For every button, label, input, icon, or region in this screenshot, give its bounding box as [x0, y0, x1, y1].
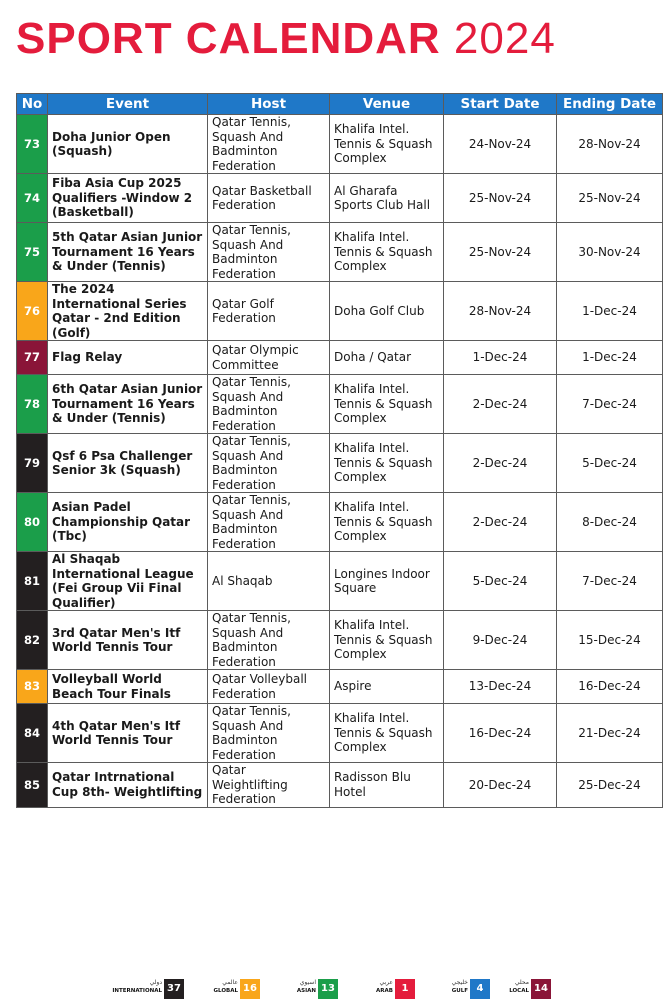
- row-number: 76: [17, 282, 48, 341]
- legend-english-label: INTERNATIONAL: [112, 988, 162, 994]
- start-date: 9-Dec-24: [444, 611, 557, 670]
- event-host: Qatar Golf Federation: [208, 282, 330, 341]
- ending-date: 30-Nov-24: [557, 223, 663, 282]
- page-title: [16, 12, 556, 66]
- event-venue: Doha Golf Club: [330, 282, 444, 341]
- start-date: 13-Dec-24: [444, 670, 557, 704]
- event-name: Volleyball World Beach Tour Finals: [48, 670, 208, 704]
- event-host: Qatar Tennis, Squash And Badminton Federation: [208, 375, 330, 434]
- legend-count: 4: [470, 979, 490, 999]
- row-number: 77: [17, 341, 48, 375]
- ending-date: 16-Dec-24: [557, 670, 663, 704]
- row-number: 81: [17, 552, 48, 611]
- legend-arabic-label: عالمي: [222, 979, 238, 986]
- legend-english-label: GULF: [451, 988, 468, 994]
- event-venue: Khalifa Intel. Tennis & Squash Complex: [330, 223, 444, 282]
- start-date: 20-Dec-24: [444, 763, 557, 808]
- event-host: Qatar Tennis, Squash And Badminton Federation: [208, 115, 330, 174]
- event-host: Al Shaqab: [208, 552, 330, 611]
- category-legend: [0, 979, 669, 999]
- legend-english-label: ARAB: [376, 988, 393, 994]
- header-host: Host: [208, 94, 330, 115]
- row-number: 79: [17, 434, 48, 493]
- event-host: Qatar Volleyball Federation: [208, 670, 330, 704]
- event-host: Qatar Weightlifting Federation: [208, 763, 330, 808]
- table-row: [17, 611, 663, 670]
- title-year: 2024: [453, 14, 556, 63]
- start-date: 2-Dec-24: [444, 434, 557, 493]
- event-name: 3rd Qatar Men's Itf World Tennis Tour: [48, 611, 208, 670]
- row-number: 80: [17, 493, 48, 552]
- event-host: Qatar Tennis, Squash And Badminton Federation: [208, 223, 330, 282]
- event-venue: Doha / Qatar: [330, 341, 444, 375]
- ending-date: 28-Nov-24: [557, 115, 663, 174]
- legend-local: [467, 979, 551, 999]
- header-venue: Venue: [330, 94, 444, 115]
- start-date: 25-Nov-24: [444, 174, 557, 223]
- table-row: [17, 174, 663, 223]
- start-date: 2-Dec-24: [444, 493, 557, 552]
- event-host: Qatar Tennis, Squash And Badminton Federation: [208, 493, 330, 552]
- row-number: 73: [17, 115, 48, 174]
- legend-arabic-label: اسيوي: [299, 979, 316, 986]
- table-row: [17, 763, 663, 808]
- row-number: 74: [17, 174, 48, 223]
- event-host: Qatar Basketball Federation: [208, 174, 330, 223]
- ending-date: 1-Dec-24: [557, 341, 663, 375]
- event-name: Flag Relay: [48, 341, 208, 375]
- legend-count: 16: [240, 979, 260, 999]
- ending-date: 25-Dec-24: [557, 763, 663, 808]
- legend-count: 13: [318, 979, 338, 999]
- event-name: Qatar Intrnational Cup 8th- Weightlifting: [48, 763, 208, 808]
- event-name: Qsf 6 Psa Challenger Senior 3k (Squash): [48, 434, 208, 493]
- ending-date: 25-Nov-24: [557, 174, 663, 223]
- ending-date: 5-Dec-24: [557, 434, 663, 493]
- event-name: The 2024 International Series Qatar - 2nd Edition (Golf): [48, 282, 208, 341]
- start-date: 24-Nov-24: [444, 115, 557, 174]
- event-host: Qatar Tennis, Squash And Badminton Federation: [208, 434, 330, 493]
- table-header-row: [17, 94, 663, 115]
- ending-date: 7-Dec-24: [557, 552, 663, 611]
- row-number: 82: [17, 611, 48, 670]
- legend-english-label: LOCAL: [509, 988, 529, 994]
- legend-count: 37: [164, 979, 184, 999]
- ending-date: 8-Dec-24: [557, 493, 663, 552]
- title-main: SPORT CALENDAR: [16, 14, 441, 63]
- event-venue: Khalifa Intel. Tennis & Squash Complex: [330, 704, 444, 763]
- events-table: [16, 93, 663, 808]
- start-date: 25-Nov-24: [444, 223, 557, 282]
- header-event: Event: [48, 94, 208, 115]
- start-date: 2-Dec-24: [444, 375, 557, 434]
- start-date: 1-Dec-24: [444, 341, 557, 375]
- header-start-date: Start Date: [444, 94, 557, 115]
- event-name: Al Shaqab International League (Fei Group Vii Final Qualifier): [48, 552, 208, 611]
- legend-count: 14: [531, 979, 551, 999]
- ending-date: 15-Dec-24: [557, 611, 663, 670]
- ending-date: 1-Dec-24: [557, 282, 663, 341]
- legend-arab: [331, 979, 415, 999]
- table-row: [17, 670, 663, 704]
- legend-arabic-label: عربي: [379, 979, 393, 986]
- event-host: Qatar Tennis, Squash And Badminton Federation: [208, 704, 330, 763]
- legend-global: [176, 979, 260, 999]
- legend-english-label: ASIAN: [296, 988, 316, 994]
- event-venue: Khalifa Intel. Tennis & Squash Complex: [330, 493, 444, 552]
- row-number: 78: [17, 375, 48, 434]
- ending-date: 21-Dec-24: [557, 704, 663, 763]
- ending-date: 7-Dec-24: [557, 375, 663, 434]
- legend-arabic-label: دولي: [149, 979, 162, 986]
- table-row: [17, 115, 663, 174]
- start-date: 16-Dec-24: [444, 704, 557, 763]
- table-row: [17, 704, 663, 763]
- event-venue: Longines Indoor Square: [330, 552, 444, 611]
- event-name: Asian Padel Championship Qatar (Tbc): [48, 493, 208, 552]
- event-host: Qatar Olympic Committee: [208, 341, 330, 375]
- table-row: [17, 223, 663, 282]
- event-venue: Al Gharafa Sports Club Hall: [330, 174, 444, 223]
- legend-english-label: GLOBAL: [213, 988, 238, 994]
- row-number: 85: [17, 763, 48, 808]
- event-venue: Khalifa Intel. Tennis & Squash Complex: [330, 375, 444, 434]
- header-ending-date: Ending Date: [557, 94, 663, 115]
- event-venue: Radisson Blu Hotel: [330, 763, 444, 808]
- event-venue: Khalifa Intel. Tennis & Squash Complex: [330, 434, 444, 493]
- header-no: No: [17, 94, 48, 115]
- event-name: 6th Qatar Asian Junior Tournament 16 Years & Under (Tennis): [48, 375, 208, 434]
- event-venue: Aspire: [330, 670, 444, 704]
- table-row: [17, 341, 663, 375]
- event-venue: Khalifa Intel. Tennis & Squash Complex: [330, 611, 444, 670]
- event-name: 4th Qatar Men's Itf World Tennis Tour: [48, 704, 208, 763]
- row-number: 84: [17, 704, 48, 763]
- event-name: 5th Qatar Asian Junior Tournament 16 Years & Under (Tennis): [48, 223, 208, 282]
- legend-arabic-label: خليجي: [451, 979, 468, 986]
- event-name: Doha Junior Open (Squash): [48, 115, 208, 174]
- event-host: Qatar Tennis, Squash And Badminton Federation: [208, 611, 330, 670]
- legend-asian: [254, 979, 338, 999]
- event-venue: Khalifa Intel. Tennis & Squash Complex: [330, 115, 444, 174]
- table-row: [17, 552, 663, 611]
- row-number: 83: [17, 670, 48, 704]
- row-number: 75: [17, 223, 48, 282]
- legend-international: [100, 979, 184, 999]
- start-date: 28-Nov-24: [444, 282, 557, 341]
- start-date: 5-Dec-24: [444, 552, 557, 611]
- event-name: Fiba Asia Cup 2025 Qualifiers -Window 2 (Basketball): [48, 174, 208, 223]
- legend-arabic-label: محلي: [514, 979, 529, 986]
- table-row: [17, 282, 663, 341]
- table-row: [17, 375, 663, 434]
- table-row: [17, 493, 663, 552]
- table-row: [17, 434, 663, 493]
- legend-count: 1: [395, 979, 415, 999]
